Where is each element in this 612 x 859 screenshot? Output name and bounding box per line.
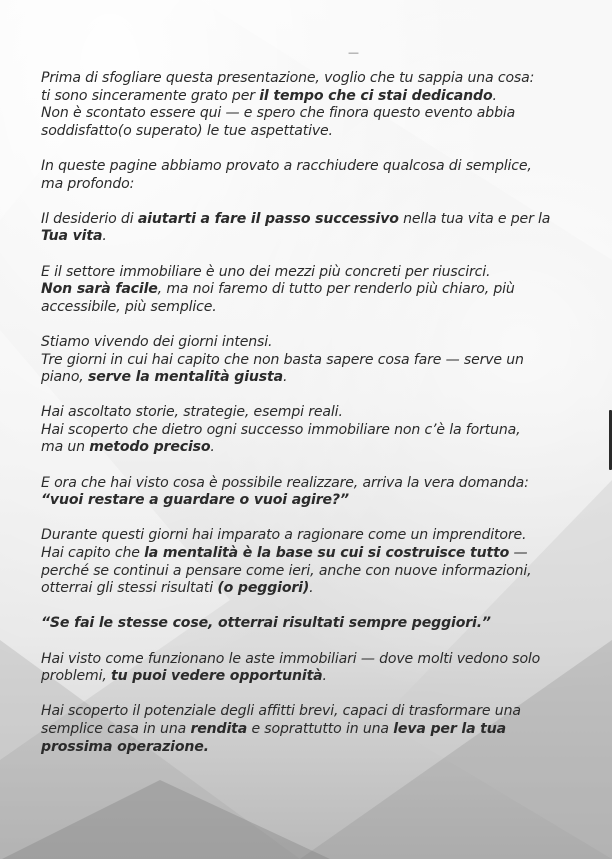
text-line bbox=[41, 422, 601, 440]
text-line bbox=[41, 176, 601, 194]
text-segment: Prima di sfogliare questa presentazione, voglio che tu sappia una cosa: bbox=[41, 70, 535, 86]
text-line bbox=[41, 228, 601, 246]
text-line bbox=[41, 264, 601, 282]
paragraph bbox=[41, 615, 601, 633]
text-segment: Hai capito che bbox=[41, 545, 145, 562]
paragraph bbox=[41, 264, 601, 317]
text-line bbox=[41, 580, 601, 598]
bold-text-segment: metodo preciso bbox=[89, 439, 211, 456]
text-line bbox=[41, 475, 601, 493]
text-segment: . bbox=[282, 369, 288, 386]
bold-text-segment: (o peggiori) bbox=[217, 580, 310, 597]
bold-text-segment: Non sarà facile bbox=[41, 281, 158, 298]
text-segment: problemi, bbox=[41, 668, 112, 685]
text-segment: ma un bbox=[41, 439, 90, 456]
text-segment: Stiamo vivendo dei giorni intensi. bbox=[41, 333, 273, 350]
text-line bbox=[41, 105, 601, 123]
bold-text-segment: aiutarti a fare il passo successivo bbox=[137, 210, 399, 227]
bold-text-segment: tu puoi vedere opportunità bbox=[111, 668, 323, 685]
text-segment: accessibile, più semplice. bbox=[41, 298, 217, 315]
bold-text-segment: “Se fai le stesse cose, otterrai risultati sempre peggiori.” bbox=[41, 615, 491, 632]
text-line bbox=[41, 369, 601, 387]
text-line bbox=[41, 334, 601, 352]
text-line bbox=[41, 563, 601, 581]
text-segment: , ma noi faremo di tutto per renderlo più chiaro, più bbox=[157, 281, 515, 298]
text-segment: Non è scontato essere qui — e spero che finora questo evento abbia bbox=[41, 105, 516, 122]
text-line bbox=[41, 668, 601, 686]
text-segment: Durante questi giorni hai imparato a ragionare come un imprenditore. bbox=[41, 527, 527, 544]
text-segment: Tre giorni in cui hai capito che non basta sapere cosa fare — serve un bbox=[41, 351, 524, 368]
text-line bbox=[41, 615, 601, 633]
text-line bbox=[41, 739, 601, 757]
text-segment: — bbox=[509, 545, 528, 562]
text-line bbox=[41, 281, 601, 299]
text-line bbox=[41, 158, 601, 176]
text-line bbox=[41, 703, 601, 721]
text-segment: ti sono sinceramente grato per bbox=[41, 87, 260, 104]
text-segment: otterrai gli stessi risultati bbox=[41, 580, 218, 597]
text-segment: . bbox=[210, 439, 215, 456]
paragraph bbox=[41, 211, 601, 246]
text-segment: Hai visto come funzionano le aste immobiliari — dove molti vedono solo bbox=[41, 650, 541, 667]
text-segment: perché se continui a pensare come ieri, anche con nuove informazioni, bbox=[41, 562, 532, 579]
text-line bbox=[41, 70, 601, 88]
text-line bbox=[41, 721, 601, 739]
text-segment: nella tua vita e per la bbox=[398, 210, 551, 227]
text-segment: E il settore immobiliare è uno dei mezzi più concreti per riuscirci. bbox=[41, 263, 491, 280]
bold-text-segment: la mentalità è la base su cui si costruisce tutto bbox=[144, 545, 510, 562]
text-line bbox=[41, 352, 601, 370]
text-line bbox=[41, 651, 601, 669]
bold-text-segment: Tua vita bbox=[41, 228, 103, 245]
bold-text-segment: il tempo che ci stai dedicando bbox=[259, 87, 493, 104]
text-line bbox=[41, 211, 601, 229]
paragraph bbox=[41, 475, 601, 510]
text-segment: E ora che hai visto cosa è possibile realizzare, arriva la vera domanda: bbox=[41, 474, 529, 491]
paragraph bbox=[41, 404, 601, 457]
text-segment: e soprattutto in una bbox=[247, 720, 394, 737]
bold-text-segment: leva per la tua bbox=[393, 720, 507, 737]
paragraph bbox=[41, 527, 601, 597]
paragraph bbox=[41, 703, 601, 756]
bold-text-segment: rendita bbox=[190, 720, 248, 737]
text-line bbox=[41, 527, 601, 545]
bold-text-segment: “vuoi restare a guardare o vuoi agire?” bbox=[41, 492, 349, 509]
text-segment: Hai ascoltato storie, strategie, esempi reali. bbox=[41, 404, 343, 421]
header-dash: — bbox=[348, 46, 359, 59]
text-line bbox=[41, 492, 601, 510]
paragraph bbox=[41, 158, 601, 193]
text-line bbox=[41, 545, 601, 563]
text-line bbox=[41, 88, 601, 106]
text-segment: . bbox=[492, 87, 497, 104]
text-segment: . bbox=[309, 580, 314, 597]
text-segment: In queste pagine abbiamo provato a racchiudere qualcosa di semplice, bbox=[41, 157, 532, 174]
text-line bbox=[41, 404, 601, 422]
text-segment: . bbox=[322, 668, 327, 685]
letter-body bbox=[41, 70, 601, 774]
text-segment: ma profondo: bbox=[41, 175, 135, 192]
text-line bbox=[41, 299, 601, 317]
text-line bbox=[41, 123, 601, 141]
text-segment: semplice casa in una bbox=[41, 720, 191, 737]
text-segment: soddisfatto(o superato) le tue aspettative. bbox=[41, 122, 333, 139]
text-segment: . bbox=[102, 228, 107, 245]
text-segment: Hai scoperto che dietro ogni successo immobiliare non c’è la fortuna, bbox=[41, 421, 521, 438]
text-segment: Il desiderio di bbox=[41, 210, 138, 227]
paragraph bbox=[41, 70, 601, 140]
paragraph bbox=[41, 651, 601, 686]
paragraph bbox=[41, 334, 601, 387]
bold-text-segment: serve la mentalità giusta bbox=[87, 369, 283, 386]
text-segment: Hai scoperto il potenziale degli affitti brevi, capaci di trasformare una bbox=[41, 703, 521, 720]
text-line bbox=[41, 439, 601, 457]
bold-text-segment: prossima operazione. bbox=[41, 738, 209, 755]
text-segment: piano, bbox=[41, 369, 88, 386]
